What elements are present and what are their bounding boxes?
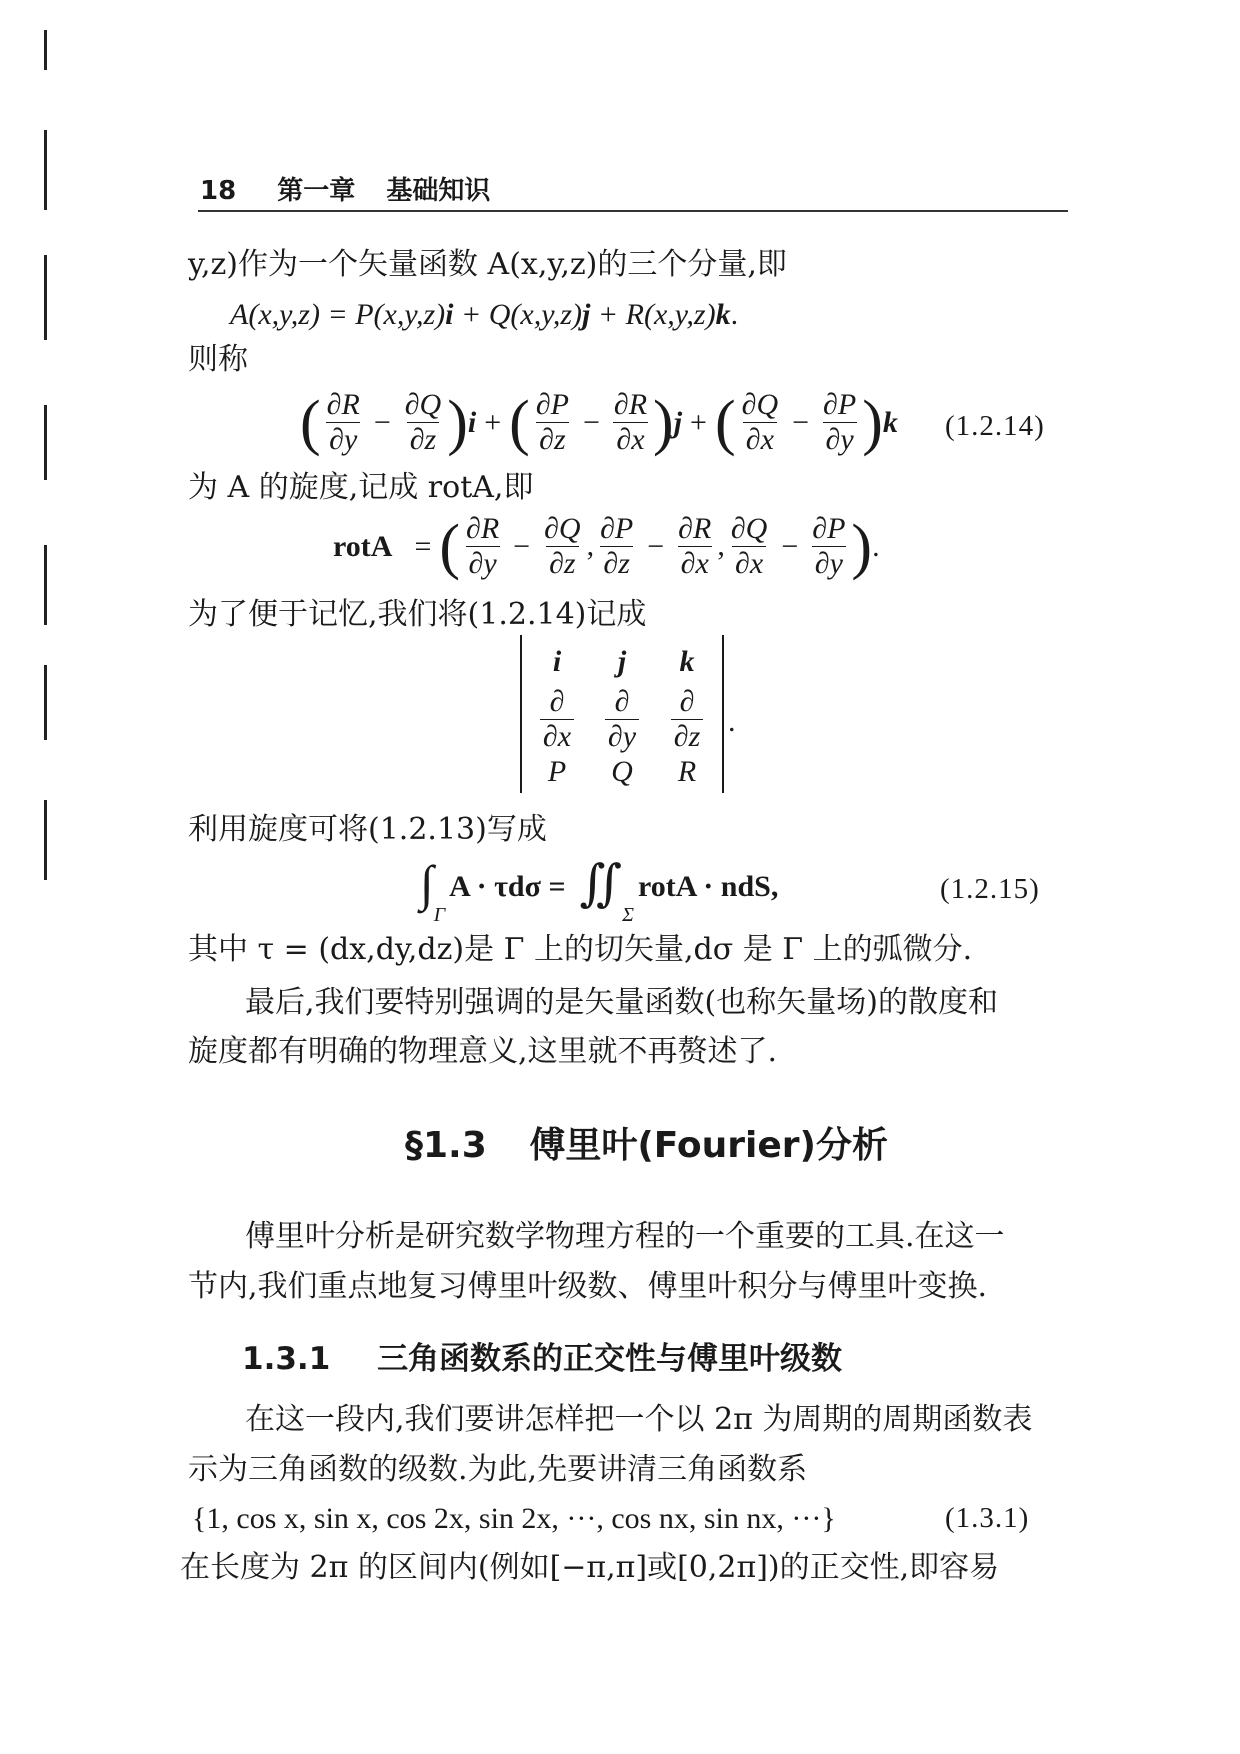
integral-sign: ∫: [420, 855, 434, 911]
fraction: [605, 685, 639, 754]
header-rule: [198, 210, 1068, 212]
fraction: [611, 388, 650, 457]
text-line: 则称: [188, 342, 248, 377]
denominator: ∂y: [812, 546, 846, 581]
binding-mark: [44, 130, 47, 210]
unit-vector: k: [882, 405, 898, 439]
left-paren: (: [439, 512, 461, 581]
right-paren: ): [862, 388, 883, 457]
binding-mark: [44, 30, 47, 70]
integral-subscript: Γ: [433, 904, 446, 926]
stokes-equation: [420, 855, 779, 927]
denominator: ∂z: [671, 719, 704, 754]
numerator: ∂P: [812, 512, 846, 545]
denominator: ∂x: [613, 422, 647, 457]
eq-part: k: [715, 298, 731, 331]
numerator: ∂P: [823, 388, 857, 421]
det-cell: P: [547, 755, 567, 788]
fraction: [675, 512, 714, 581]
right-paren: ): [653, 388, 674, 457]
equation-left-side: A · τdσ =: [449, 870, 566, 903]
period: .: [872, 529, 880, 563]
equals-sign: =: [414, 529, 432, 563]
text-line: 示为三角函数的级数.为此,先要讲清三角函数系: [188, 1452, 808, 1487]
binding-mark: [44, 800, 47, 880]
fraction: [541, 512, 584, 581]
binding-mark: [44, 405, 47, 480]
numerator: ∂R: [613, 388, 648, 421]
unit-vector: j: [673, 405, 683, 439]
fraction: [728, 512, 771, 581]
binding-mark: [44, 255, 47, 340]
denominator: ∂y: [823, 422, 857, 457]
minus-sign: −: [792, 405, 810, 439]
fraction: [820, 388, 859, 457]
denominator: ∂z: [536, 422, 569, 457]
chapter-label: 第一章: [277, 176, 356, 206]
section-title: 傅里叶(Fourier)分析: [529, 1125, 888, 1166]
text-line: 其中 τ = (dx,dy,dz)是 Γ 上的切矢量,dσ 是 Γ 上的弧微分.: [188, 932, 973, 967]
left-paren: (: [509, 388, 530, 457]
page-number: 18: [200, 176, 237, 206]
binding-mark: [44, 665, 47, 740]
unit-vector: i: [467, 405, 477, 439]
curl-component-equation: [333, 512, 880, 581]
section-heading: [405, 1117, 888, 1168]
rot-label: rotA: [333, 529, 393, 563]
equation-number: (1.2.15): [940, 873, 1040, 905]
denominator: ∂x: [540, 719, 574, 754]
minus-sign: −: [582, 405, 600, 439]
text-line: 在这一段内,我们要讲怎样把一个以 2π 为周期的周期函数表: [245, 1402, 1033, 1437]
eq-part: + Q(x,y,z): [453, 298, 583, 331]
fraction: [463, 512, 502, 581]
minus-sign: −: [513, 529, 531, 563]
vector-definition-equation: [230, 298, 738, 332]
right-paren: ): [851, 512, 873, 581]
plus-sign: +: [690, 405, 707, 439]
curl-expansion-equation: [300, 388, 898, 457]
eq-part: + R(x,y,z): [590, 298, 716, 331]
numerator: ∂Q: [544, 512, 581, 545]
numerator: ∂Q: [741, 388, 779, 421]
det-cell: R: [677, 755, 697, 788]
eq-part: .: [730, 298, 739, 331]
text-line: 旋度都有明确的物理意义,这里就不再赘述了.: [188, 1034, 778, 1069]
left-paren: (: [300, 388, 321, 457]
left-paren: (: [714, 388, 736, 457]
text-line: 为 A 的旋度,记成 rotA,即: [188, 470, 534, 505]
text-line: 利用旋度可将(1.2.13)写成: [188, 812, 547, 847]
section-number: §1.3: [405, 1125, 487, 1166]
page-header: [200, 170, 490, 207]
comma: ,: [717, 529, 725, 562]
subsection-title: 三角函数系的正交性与傅里叶级数: [377, 1341, 843, 1377]
numerator: ∂: [549, 685, 565, 718]
fraction: [739, 388, 782, 457]
numerator: ∂Q: [404, 388, 442, 421]
det-cell: [657, 685, 717, 754]
curl-determinant: [520, 635, 724, 793]
fraction: [533, 388, 572, 457]
det-cell: i: [552, 645, 562, 678]
binding-mark: [44, 545, 47, 625]
eq-part: A(x,y,z) = P(x,y,z): [230, 298, 446, 331]
text-line: 在长度为 2π 的区间内(例如[−π,π]或[0,2π])的正交性,即容易: [180, 1550, 1000, 1585]
minus-sign: −: [647, 529, 665, 563]
denominator: ∂x: [743, 422, 777, 457]
eq-part: i: [445, 298, 454, 331]
chapter-title: 基础知识: [386, 176, 491, 206]
numerator: ∂Q: [730, 512, 768, 545]
numerator: ∂R: [678, 512, 712, 545]
text-line: 为了便于记忆,我们将(1.2.14)记成: [188, 597, 647, 632]
double-integral-sign: ∬: [579, 855, 623, 911]
right-paren: ): [447, 388, 468, 457]
subsection-number: 1.3.1: [242, 1341, 331, 1377]
denominator: ∂y: [326, 422, 360, 457]
text-line: 最后,我们要特别强调的是矢量函数(也称矢量场)的散度和: [245, 985, 998, 1020]
denominator: ∂x: [678, 546, 712, 581]
denominator: ∂z: [600, 546, 633, 581]
equation-number: (1.3.1): [945, 1502, 1030, 1534]
numerator: ∂R: [466, 512, 500, 545]
det-cell: k: [679, 645, 695, 678]
integral-subscript: Σ: [622, 904, 635, 926]
det-cell: j: [617, 645, 627, 678]
text-line: 节内,我们重点地复习傅里叶级数、傅里叶积分与傅里叶变换.: [188, 1269, 988, 1304]
numerator: ∂: [614, 685, 630, 718]
minus-sign: −: [373, 405, 391, 439]
plus-sign: +: [484, 405, 502, 439]
numerator: ∂P: [535, 388, 569, 421]
det-cell: [592, 685, 652, 754]
numerator: ∂P: [600, 512, 634, 545]
numerator: ∂R: [326, 388, 360, 421]
trig-system-series: {1, cos x, sin x, cos 2x, sin 2x, ···, cos nx, sin nx, ···}: [192, 1502, 836, 1535]
text-line: 傅里叶分析是研究数学物理方程的一个重要的工具.在这一: [245, 1219, 1005, 1254]
fraction: [809, 512, 848, 581]
denominator: ∂x: [732, 546, 766, 581]
det-cell: [527, 685, 587, 754]
fraction: [597, 512, 636, 581]
comma: ,: [586, 529, 595, 562]
denominator: ∂z: [546, 546, 579, 581]
denominator: ∂y: [466, 546, 500, 581]
fraction: [540, 685, 574, 754]
fraction: [671, 685, 704, 754]
eq-part: j: [582, 298, 591, 331]
period: .: [728, 705, 736, 738]
det-cell: Q: [611, 755, 633, 788]
equation-right-side: rotA · ndS,: [638, 870, 779, 903]
minus-sign: −: [781, 529, 799, 563]
numerator: ∂: [679, 685, 695, 718]
subsection-heading: [242, 1333, 842, 1378]
fraction: [324, 388, 363, 457]
fraction: [402, 388, 445, 457]
equation-number: (1.2.14): [945, 410, 1045, 442]
denominator: ∂y: [605, 719, 639, 754]
denominator: ∂z: [407, 422, 440, 457]
text-line: y,z)作为一个矢量函数 A(x,y,z)的三个分量,即: [188, 247, 787, 282]
